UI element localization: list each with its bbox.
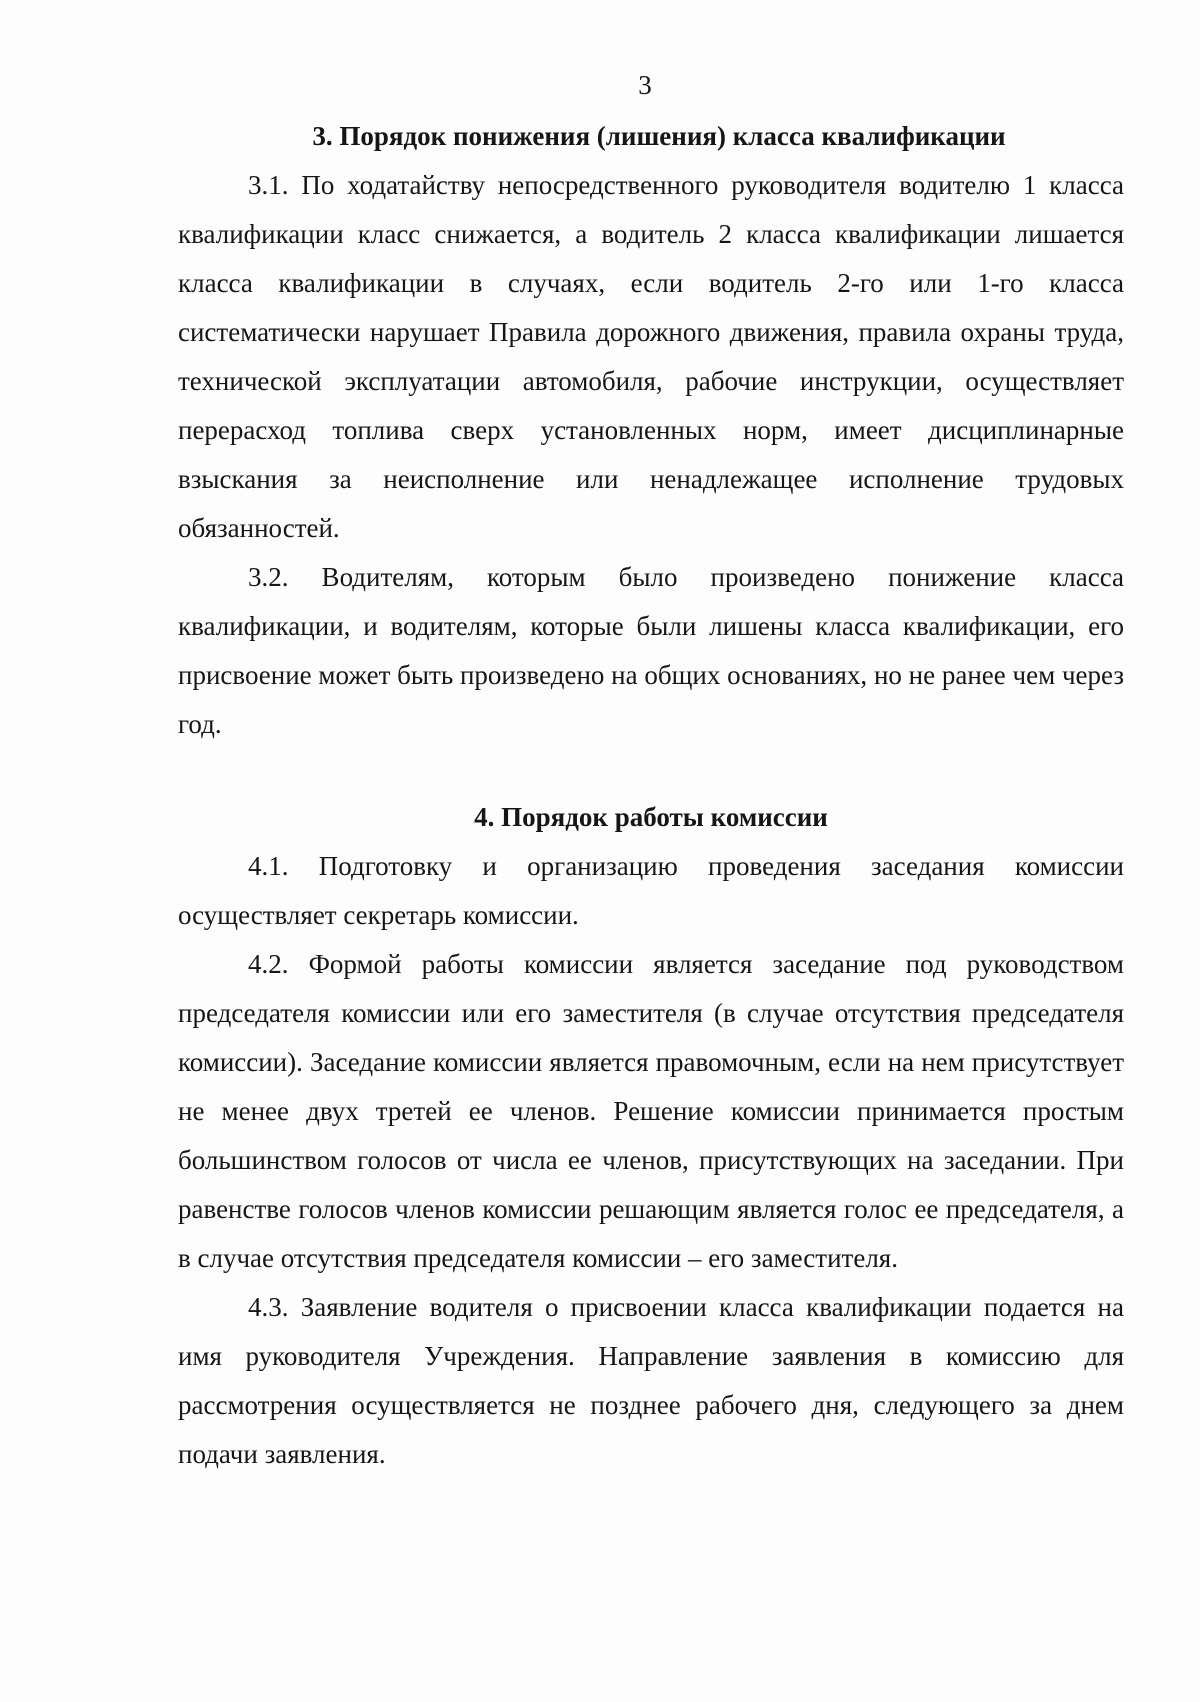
- section-3-title: 3. Порядок понижения (лишения) класса квалификации: [312, 121, 1006, 151]
- paragraph-3-1: 3.1. По ходатайству непосредственного руководителя водителю 1 класса квалификации класс снижается, а водитель 2 класса квалификации лишается класса квалификации в случаях, если водитель 2-го или 1-го класса систематически нарушает Правила дорожного движения, правила охраны труда, технической эксплуатации автомобиля, рабочие инструкции, осуществляет перерасход топлива сверх установленных норм, имеет дисциплинарные взыскания за неисполнение или ненадлежащее исполнение трудовых обязанностей.: [178, 170, 1124, 543]
- document-body: [178, 112, 1124, 1479]
- paragraph-4-2: 4.2. Формой работы комиссии является заседание под руководством председателя комиссии или его заместителя (в случае отсутствия председателя комиссии). Заседание комиссии является правомочным, если на нем присутствует не менее двух третей ее членов. Решение комиссии принимается простым большинством голосов от числа ее членов, присутствующих на заседании. При равенстве голосов членов комиссии решающим является голос ее председателя, а в случае отсутствия председателя комиссии – его заместителя.: [178, 949, 1124, 1273]
- page-number: 3: [638, 70, 652, 100]
- paragraph-4-1: 4.1. Подготовку и организацию проведения заседания комиссии осуществляет секретарь комиссии.: [178, 851, 1124, 930]
- section-4-title: 4. Порядок работы комиссии: [474, 802, 828, 832]
- paragraph-3-2: 3.2. Водителям, которым было произведено понижение класса квалификации, и водителям, которые были лишены класса квалификации, его присвоение может быть произведено на общих основаниях, но не ранее чем через год.: [178, 562, 1124, 739]
- paragraph-4-3: 4.3. Заявление водителя о присвоении класса квалификации подается на имя руководителя Учреждения. Направление заявления в комиссию для рассмотрения осуществляется не позднее рабочего дня, следующего за днем подачи заявления.: [178, 1292, 1124, 1469]
